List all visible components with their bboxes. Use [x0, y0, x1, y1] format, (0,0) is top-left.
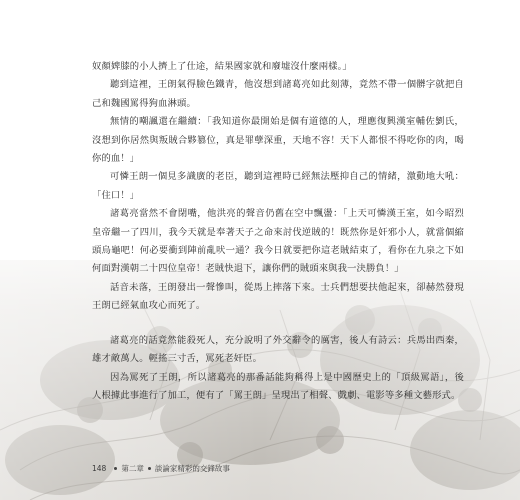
- bullet-icon: [148, 467, 151, 470]
- footer-book-title: 談論家精彩的交鋒故事: [154, 464, 230, 473]
- paragraph: 諸葛亮當然不會閉嘴，他洪亮的聲音仍舊在空中飄盪：「上天可憐漢王室，如今昭烈皇帝繼一了四川，我今天就是奉著天子之命來討伐逆賊的！既然你是奸邪小人，就當個縮頭烏龜吧！何必要衝到陣前亂吠一通？我今日就要把你這老賊結束了，看你在九泉之下如何面對漢朝二十四位皇帝！老賊快退下，讓你們的賊頭來與我一決勝負！」: [92, 208, 464, 275]
- paragraph: 聽到這裡，王朗氣得臉色鐵青，他沒想到諸葛亮如此刻薄，竟然不帶一個髒字就把自己和魏國罵得狗血淋頭。: [92, 79, 464, 109]
- paragraph: 奴顏婢膝的小人擠上了仕途，結果國家就和廢墟沒什麼兩樣。」: [92, 61, 352, 72]
- body-text: [92, 58, 464, 405]
- bullet-icon: [114, 467, 117, 470]
- paragraph: 無情的嘲諷還在繼續：「我知道你最開始是個有道德的人，理應復興漢室輔佐劉氏，沒想到你居然與叛賊合夥篡位，真是罪孽深重，天地不容！天下人都恨不得吃你的肉，喝你的血！」: [92, 116, 464, 165]
- paragraph: 諸葛亮的話竟然能殺死人，充分說明了外交辭令的厲害，後人有詩云：兵馬出西秦，雄才敵萬人。輕搖三寸舌，罵死老奸臣。: [92, 334, 464, 365]
- paragraph: 可憐王朗一個見多識廣的老臣，聽到這裡時已經無法壓抑自己的情緒，激動地大吼：「住口！」: [92, 171, 464, 201]
- paragraph: 話音未落，王朗發出一聲慘叫，從馬上摔落下來。士兵們想要扶他起來，卻赫然發現王朗已經氣血攻心而死了。: [92, 281, 464, 312]
- footer-chapter: 第二章: [121, 464, 144, 473]
- paragraph: 因為罵死了王朗，所以諸葛亮的那番話能夠稱得上是中國歷史上的「頂級罵語」，後人根據此事進行了加工，便有了「罵王朗」呈現出了相聲、戲劇、電影等多種文藝形式。: [92, 371, 464, 401]
- page-number: 148: [92, 464, 107, 473]
- page-footer: [92, 463, 230, 474]
